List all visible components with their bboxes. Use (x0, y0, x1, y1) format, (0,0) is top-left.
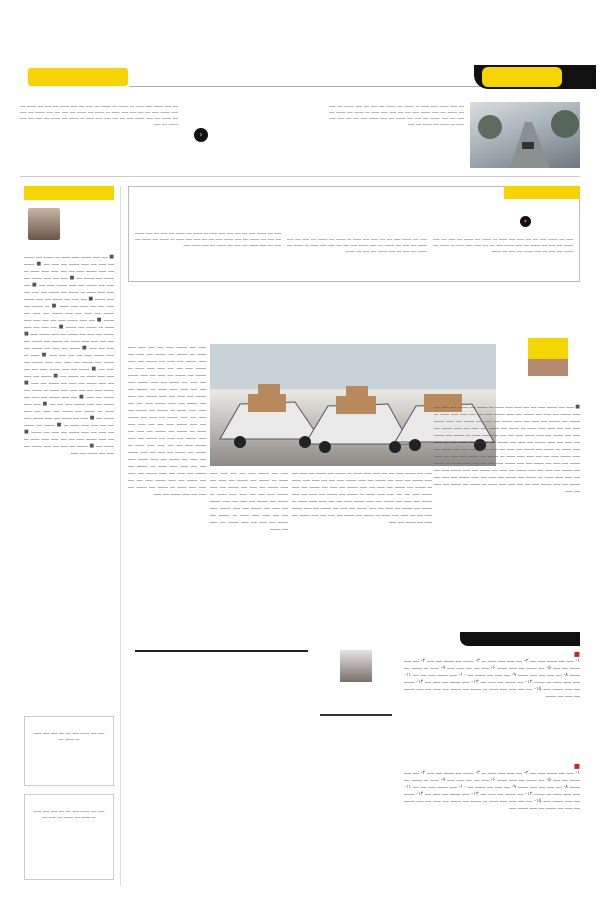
main-col-mid-right: ـــــ ــــ ـــــــ ـــــ ــــ ــــ ـــــ ـــــ ــــــ ـــ ـــــــ ــــ ـــــــ ــــ ـــــ ــــ ـــــ ـــــــ ــــ ـــــ ــــ ـــــــ ــــ ـــــ ـــــــ ـــــ ــــ ــــ ـــــ ـــــ ــــــ ـــ ـــــــ ــــ ـــــــ ــــ ـــــ ــــ ـــــ ـــــــ ــــ ـــــ ــــ ـــــــ ــــ ـــــ ـــــــ ـــــ ــــ ــــ ـــــ ـــــ ــــــ ـــ ـــــــ ــــ ـــــــ ــــ ـــــ ــــ ـــــ ـــــــ ــــ ـــــ ــــ ـــــــ ــــ ـــــ ـــــــ ـــــ ــــ ــــ ـــــ ـــــ ــــــ ـــ ـــــــ ــــ ـــــــ ــــ ـــــ ــــ ـــــ ـــــــ ــــ ـــــ ــــ ـــــــ ــــ ـــــ ـــــــ ـــــ ــــ ــــ ـــــ ـــــ ــــــ ـــ ـــــــ ــــ ـــــــ ــــ ـــــ ــــ ـــــ ـــــــ ــــ ـــــ ــــ ـــــــ ــــ ـــــ (292, 470, 432, 525)
main-col-mid-left: ـــــ ــــ ـــــــ ـــــ ــــ ــــ ـــــ ـــــ ــــــ ـــ ـــــــ ــــ ـــــــ ــــ ـــــ ــــ ـــــ ـــــــ ــــ ـــــ ــــ ـــــــ ــــ ـــــ ـــــــ ـــــ ــــ ــــ ـــــ ـــــ ــــــ ـــ ـــــــ ــــ ـــــــ ــــ ـــــ ــــ ـــــ ـــــــ ــــ ـــــ ــــ ـــــــ ــــ ـــــ ـــــــ ـــــ ــــ ــــ ـــــ ـــــ ــــــ ـــ ـــــــ ــــ ـــــــ ــــ ـــــ ــــ ـــــ ـــــــ ــــ ـــــ ــــ ـــــــ (210, 470, 288, 532)
clues-v-label: ■ (573, 762, 580, 770)
section-title (482, 67, 562, 87)
clues-h-body: ۱- ـــــ ــــ ـــــــ ـــــ ــــ ۲- ــــ ـــــ ـــــ ــــــ ـــ ۳- ـــــــ ــــ ـــــــ ــــ ـــــ ۴- ــــ ـــــ ـــــــ ــــ ـــــ ۵- ــــ ـــــــ ــــ ـــــ ـــــــ ۶- ـــــ ــــ ــــ ـــــ ـــــ ۷- ــــــ ـــ ـــــــ ــــ ـــــــ ۸- ــــ ـــــ ــــ ـــــ ـــــــ ۹- ــــ ـــــ ــــ ـــــــ ــــ ۱۰- ـــــ ـــــــ ـــــ ــــ ــــ ۱۱- ـــــ ـــــ ــــــ ـــ ـــــــ ۱۲- ــــ ـــــــ ــــ ـــــ ــــ ۱۳- ـــــ ـــــــ ــــ ـــــ ــــ ۱۴- ـــــــ ــــ ـــــ ـــــــ ـــــ ۱۵- ــــ ــــ ـــــ ـــــ ــــــ ـــ ـــــــ ــــ ـــــــ ــــ ـــــ ــــ ـــــ ـــــــ ــــ ـــــ ــــ ـــــــ (404, 658, 580, 699)
main-col-left: ـــــ ــــ ـــــــ ـــــ ــــ ــــ ـــــ ـــــ ــــــ ـــ ـــــــ ــــ ـــــــ ــــ ـــــ ــــ ـــــ ـــــــ ــــ ـــــ ــــ ـــــــ ــــ ـــــ ـــــــ ـــــ ــــ ــــ ـــــ ـــــ ــــــ ـــ ـــــــ ــــ ـــــــ ــــ ـــــ ــــ ـــــ ـــــــ ــــ ـــــ ــــ ـــــــ ــــ ـــــ ـــــــ ـــــ ــــ ــــ ـــــ ـــــ ــــــ ـــ ـــــــ ــــ ـــــــ ــــ ـــــ ــــ ـــــ ـــــــ ــــ ـــــ ــــ ـــــــ ــــ ـــــ ـــــــ ـــــ ــــ ــــ ـــــ ـــــ ــــــ ـــ ـــــــ ــــ ـــــــ ــــ ـــــ ــــ ـــــ ـــــــ ــــ ـــــ ــــ ـــــــ ــــ ـــــ ـــــــ ـــــ ــــ ــــ ـــــ ـــــ ــــــ ـــ ـــــــ ــــ ـــــــ ــــ ـــــ ــــ ـــــ ـــــــ ــــ ـــــ ــــ ـــــــ ــــ ـــــ ـــــــ ـــــ ــــ ــــ ـــــ ـــــ ــــــ ـــ ـــــــ ــــ ـــــــ ــــ ـــــ ــــ ـــــ ـــــــ ــــ ـــــ ــــ ـــــــ ــــ ـــــ ـــــــ ـــــ ــــ ــــ ـــــ ـــــ ــــــ ـــ ـــــــ ــــ ـــــــ ــــ ـــــ ــــ ـــــ ـــــــ ــــ ـــــ ــــ ـــــــ ــــ ـــــ ـــــــ ـــــ ــــ ــــ ـــــ ـــــ ــــــ ـــ ـــــــ ــــ ـــــــ ــــ ـــــ ــــ ـــــ ـــــــ ــــ ـــــ (128, 344, 206, 497)
crossword-clues (404, 650, 580, 890)
crossword-grid[interactable] (135, 650, 308, 652)
page-number-badge (474, 0, 596, 90)
news-body-col-3: ـــــ ــــ ـــــــ ـــــ ــــ ــــ ـــــ ـــــ ــــــ ـــ ـــــــ ــــ ـــــــ ــــ ـــــ ــــ ـــــ ـــــــ ــــ ـــــ ــــ ـــــــ ــــ ـــــ ـــــــ ـــــ ــــ ــــ ـــــ ـــــ ــــــ ـــ ـــــــ ــــ ـــــــ ــــ ـــــ ــــ ـــــ ـــــــ ــــ ـــــ ــــ ـــــــ ــــ ـــــ ـــــــ ـــــ (135, 231, 281, 248)
news-body-col-1: ـــــ ــــ ـــــــ ـــــ ــــ ــــ ـــــ ـــــ ــــــ ـــ ـــــــ ــــ ـــــــ ــــ ـــــ ــــ ـــــ ـــــــ ــــ ـــــ ــــ ـــــــ ــــ ـــــ ـــــــ ـــــ ــــ ــــ ـــــ ـــــ ــــــ ـــ ـــــــ ــــ ـــــــ ــــ ـــــ ــــ ـــــ ـــــــ ــــ ـــــ ــــ ـــــــ (433, 237, 573, 254)
main-col-right: ■ ـــــ ــــ ـــــــ ـــــ ــــ ــــ ـــــ ـــــ ــــــ ـــ ـــــــ ــــ ـــــــ ــــ ـــــ ــــ ـــــ ـــــــ ــــ ـــــ ــــ ـــــــ ــــ ـــــ ـــــــ ـــــ ــــ ــــ ـــــ ـــــ ــــــ ـــ ـــــــ ــــ ـــــــ ــــ ـــــ ــــ ـــــ ـــــــ ــــ ـــــ ــــ ـــــــ ــــ ـــــ ـــــــ ـــــ ــــ ــــ ـــــ ـــــ ــــــ ـــ ـــــــ ــــ ـــــــ ــــ ـــــ ــــ ـــــ ـــــــ ــــ ـــــ ــــ ـــــــ ــــ ـــــ ـــــــ ـــــ ــــ ــــ ـــــ ـــــ ــــــ ـــ ـــــــ ــــ ـــــــ ــــ ـــــ ــــ ـــــ ـــــــ ــــ ـــــ ــــ ـــــــ ــــ ـــــ ـــــــ ـــــ ــــ ــــ ـــــ ـــــ ــــــ ـــ ـــــــ ــــ ـــــــ ــــ ـــــ ــــ ـــــ ـــــــ ــــ ـــــ ــــ ـــــــ ــــ ـــــ ـــــــ ـــــ ــــ ــــ ـــــ ـــــ ــــــ ـــ ـــــــ ــــ ـــــــ ــــ ـــــ ــــ ـــــ ـــــــ ــــ ـــــ ــــ ـــــــ ــــ ـــــ ـــــــ ـــــ ــــ ــــ ـــــ ـــــ ــــــ ـــ ـــــــ ــــ ـــــــ ــــ ـــــ ــــ ـــــ ـــــــ ــــ ـــــ ــــ ـــــــ ــــ ـــــ ـــــــ ـــــ ــــ ــــ ـــــ ـــــ ــــــ ـــ ـــــــ ــــ ـــــــ ــــ ـــــ ــــ ـــــ ـــــــ ــــ ـــــ ــــ ـــــــ ــــ ـــــ ـــــــ ـــــ ــــ ــــ ـــــ ـــــ ــــــ ـــ ـــــــ ــــ ـــــــ ــــ ـــــ ــــ ـــــ (434, 404, 580, 494)
paper-logo (28, 68, 128, 86)
arrow-icon: ‹ (194, 128, 208, 142)
main-author-box (508, 338, 580, 398)
top-story-sidecol: ــــ ـــــ ـــــــ ـــــ ــــــ ـــ ـــــــ ــــ ـــــــ ــــ ـــــ ــــ ـــــ ـــــــ ــــ ـــــ ــــ ـــــــ ــــ ـــــ ـــــــ ـــــ ــــ ــــ ـــــ ـــــ ــــــ ـــ ـــــــ ــــ ـــــــ ــــ ـــــ ــــ ـــــ ـــــــ ــــ ـــــ ــــ ـــــــ ــــ ـــــ ـــــــ ـــــ ــــ ــــ ـــــ ـــــ ــــــ ـــ ـــــــ ــــ ـــــــ ــــ ـــــ ــــ ـــــ ـــــــ ــــ ـــــ (20, 104, 178, 127)
news-box (128, 186, 580, 282)
crossword-grid-wrap (128, 650, 308, 850)
news-body-col-2: ـــــ ــــ ـــــــ ـــــ ــــ ــــ ـــــ ـــــ ــــــ ـــ ـــــــ ــــ ـــــــ ــــ ـــــ ــــ ـــــ ـــــــ ــــ ـــــ ــــ ـــــــ ــــ ـــــ ـــــــ ـــــ ــــ ــــ ـــــ ـــــ ــــــ ـــ ـــــــ ــــ ـــــــ ــــ ـــــ ــــ ـــــ ـــــــ ــــ ـــــ ــــ ـــــــ (287, 237, 427, 254)
crossword-author (318, 650, 394, 710)
crossword-solution (318, 712, 394, 804)
sidebar-column-text: ■ ــــ ـــــ ـــــــ ـــــ ــــــ ـــ ـــــــ ــــ ـــــــ ــــ ـــــ ــــ ـــــ ـــــــ ــــ ـــــ ــــ ■ ـــــــ ــــ ـــــ ـــــــ ـــــ ــــ ــــ ـــــ ـــــ ــــــ ـــ ـــــــ ــــ ـــــــ ــــ ■ ـــــ ــــ ـــــ ـــــــ ــــ ـــــ ــــ ـــــــ ــــ ـــــ ـــــــ ـــــ ــــ ■ ــــ ـــــ ـــــ ــــــ ـــ ـــــــ ــــ ـــــــ ــــ ـــــ ــــ ـــــ ـــــــ ■ ــــ ـــــ ــــ ـــــــ ــــ ـــــ ـــــــ ـــــ ــــ ــــ ـــــ ـــــ ــــــ ■ ـــ ـــــــ ــــ ـــــــ ــــ ـــــ ــــ ـــــ ـــــــ ــــ ـــــ ــــ ـــــــ ■ ــــ ـــــ ـــــــ ـــــ ــــ ــــ ـــــ ـــــ ــــــ ـــ ـــــــ ــــ ـــــــ ■ ــــ ـــــ ــــ ـــــ ـــــــ ــــ ـــــ ــــ ـــــــ ــــ ـــــ ـــــــ ـــــ ■ ــــ ــــ ـــــ ـــــ ــــــ ـــ ـــــــ ــــ ـــــــ ــــ ـــــ ــــ ـــــ ■ ـــــــ ــــ ـــــ ــــ ـــــــ ــــ ـــــ ـــــــ ـــــ ــــ ــــ ـــــ ـــــ ■ ــــــ ـــ ـــــــ ــــ ـــــــ ــــ ـــــ ــــ ـــــ ـــــــ ــــ ـــــ ــــ ■ ـــــــ ــــ ـــــ ـــــــ ـــــ ــــ ــــ ـــــ ـــــ ــــــ ـــ ـــــــ ــــ ■ ـــــــ ــــ ـــــ ــــ ـــــ ـــــــ ــــ ـــــ ــــ ـــــــ ــــ ـــــ ■ ـــــــ ـــــ ــــ ــــ ـــــ ـــــ ــــــ ـــ ـــــــ ــــ ـــــــ ــــ ـــــ ■ ــــ ـــــ ـــــــ ــــ ـــــ ــــ ـــــــ ــــ ـــــ ـــــــ ـــــ ــــ ــــ ■ ـــــ ـــــ ــــــ ـــ ـــــــ ــــ ـــــــ ــــ ـــــ ــــ ـــــ ـــــــ ــــ ■ ـــــ ــــ ـــــــ ــــ ـــــ ـــــــ ـــــ ــــ ــــ ـــــ ـــــ ــــــ ـــ ■ ـــــــ ــــ ـــــــ ــــ ـــــ ــــ ـــــ ـــــــ ــــ ـــــ ــــ ـــــــ ■ ــــ ـــــ ـــــــ ـــــ ــــ ــــ ـــــ ـــــ ــــــ ـــ ـــــــ ــــ ■ ـــــــ ــــ ـــــ ــــ ـــــ ـــــــ ــــ ـــــ ــــ ـــــــ ــــ ـــــ (24, 254, 114, 456)
crossword-author-photo (340, 650, 372, 682)
clues-h-label: ■ (573, 650, 580, 658)
top-story (20, 94, 580, 174)
author-photo (528, 338, 568, 376)
page-header (0, 0, 600, 100)
news-tag (504, 186, 580, 199)
page-number (564, 63, 596, 89)
news-headline (141, 215, 531, 227)
sidebar-notice-1: ـــــ ــــ ـــــــ ـــــ ــــ ــــ ـــــ ـــــ ــــــ ـــ ـــــــ ــــ (24, 716, 114, 786)
crossword-side-numbers (128, 650, 135, 652)
avatar (28, 208, 60, 240)
crossword-label (460, 632, 580, 646)
top-story-headline (212, 122, 322, 158)
clues-v-body: ۱- ـــــ ــــ ـــــــ ـــــ ــــ ۲- ــــ ـــــ ـــــ ــــــ ـــ ۳- ـــــــ ــــ ـــــــ ــــ ـــــ ۴- ــــ ـــــ ـــــــ ــــ ـــــ ۵- ــــ ـــــــ ــــ ـــــ ـــــــ ۶- ـــــ ــــ ــــ ـــــ ـــــ ۷- ــــــ ـــ ـــــــ ــــ ـــــــ ۸- ــــ ـــــ ــــ ـــــ ـــــــ ۹- ــــ ـــــ ــــ ـــــــ ــــ ۱۰- ـــــ ـــــــ ـــــ ــــ ــــ ۱۱- ـــــ ـــــ ــــــ ـــ ـــــــ ۱۲- ــــ ـــــــ ــــ ـــــ ــــ ۱۳- ـــــ ـــــــ ــــ ـــــ ــــ ۱۴- ـــــــ ــــ ـــــ ـــــــ ـــــ ۱۵- ــــ ــــ ـــــ ـــــ ــــــ ـــ ـــــــ ــــ ـــــــ ــــ ـــــ ــــ ـــــ ـــــــ ــــ ـــــ ــــ ـــــــ ــــ ـــــ ـــــــ ـــــ (404, 770, 580, 811)
left-sidebar (24, 186, 114, 886)
sidebar-notice-2: ـــــ ــــ ـــــــ ـــــ ــــ ــــ ـــــ ـــــ ــــــ ـــ ـــــــ ــــ ـــــــ ــــ ـــــ ــــ (24, 794, 114, 880)
top-story-body: ــــ ـــــ ـــــــ ـــــ ــــــ ـــ ـــــــ ــــ ـــــــ ــــ ـــــ ــــ ـــــ ـــــــ ــــ ـــــ ــــ ـــــــ ــــ ـــــ ـــــــ ـــــ ــــ ــــ ـــــ ـــــ ــــــ ـــ ـــــــ ــــ ـــــــ ــــ ـــــ ــــ ـــــ ـــــــ ــــ ـــــ ــــ ـــــــ ــــ ـــــ ـــــــ ـــــ ــــ ــــ ـــــ ـــــ ــــــ ـــ ـــــــ ــــ ـــــــ ــــ ـــــ (329, 104, 464, 127)
snowy-road-photo (470, 102, 580, 168)
news-arrow-icon: ‹ (520, 216, 531, 227)
columnist-tag (24, 186, 114, 200)
solution-grid (320, 714, 392, 716)
